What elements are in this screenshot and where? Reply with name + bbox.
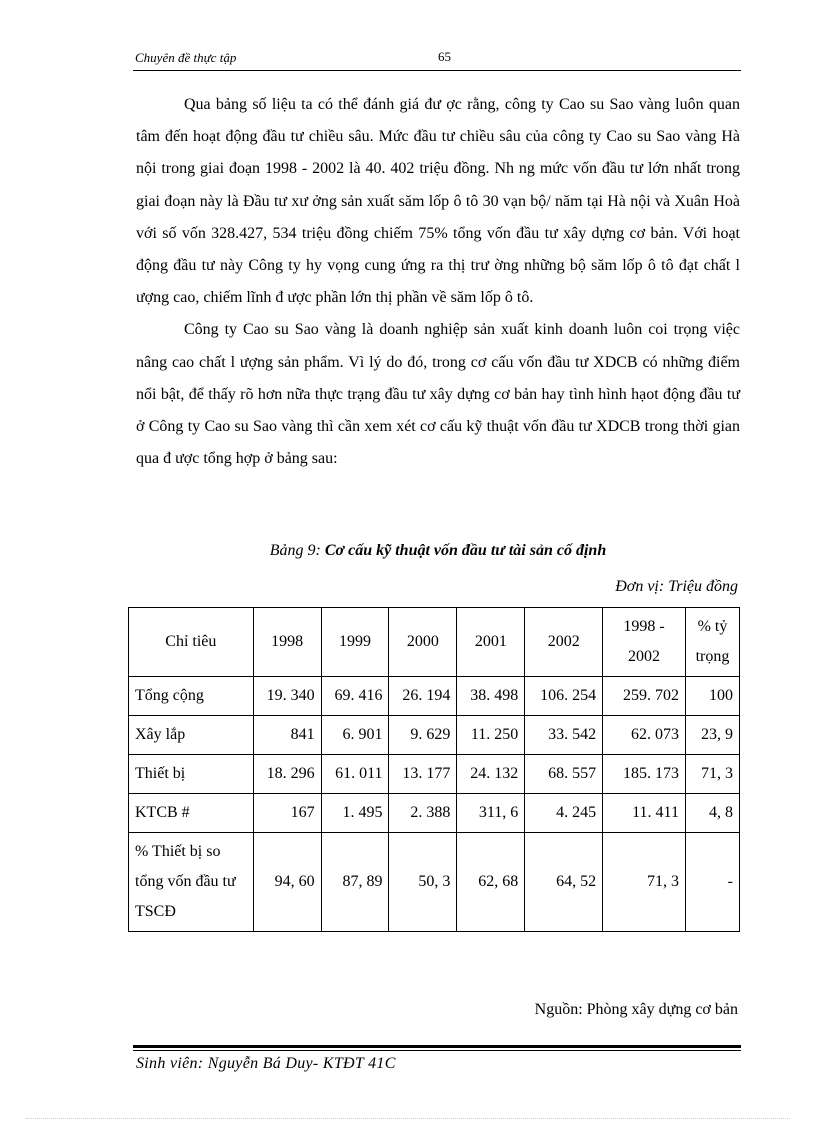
header-rule [133,70,741,71]
table-row [129,716,740,755]
table-cell: 6. 901 [321,716,389,755]
paragraph-2: Công ty Cao su Sao vàng là doanh nghiệp sản xuất kinh doanh luôn coi trọng việc nâng cao chất l ượng sản phẩm. Vì lý do đó, trong cơ cấu vốn đầu tư XDCB có những điểm nổi bật, để thấy rõ hơn nữa thực trạng đầu tư xây dựng cơ bản hay tình hình hạot động đầu tư ở Công ty Cao su Sao vàng thì cần xem xét cơ cấu kỹ thuật vốn đầu tư XDCB trong thời gian qua đ ược tổng hợp ở bảng sau: [136,321,740,468]
table-cell: 11. 250 [457,716,525,755]
table-source: Nguồn: Phòng xây dựng cơ bản [534,1001,738,1018]
table-caption-prefix: Bảng 9: [269,542,321,559]
row-label: KTCB # [129,794,254,833]
page-bottom-border [26,1118,790,1119]
column-header: 2000 [389,608,457,677]
table-cell: 9. 629 [389,716,457,755]
table-cell: 23, 9 [685,716,739,755]
table-cell: 11. 411 [603,794,686,833]
column-header: 1999 [321,608,389,677]
table-cell: 62, 68 [457,833,525,932]
table-cell: 19. 340 [253,677,321,716]
column-header: 1998 [253,608,321,677]
column-header: Chỉ tiêu [129,608,254,677]
table-cell: 106. 254 [525,677,603,716]
column-header: 2001 [457,608,525,677]
row-label: Thiết bị [129,755,254,794]
row-label: Tổng cộng [129,677,254,716]
column-header: % tỷ trọng [685,608,739,677]
table-cell: 4, 8 [685,794,739,833]
table-cell: 61. 011 [321,755,389,794]
table-caption-title: Cơ cấu kỹ thuật vốn đầu tư tài sản cố định [324,542,607,559]
table-cell: 94, 60 [253,833,321,932]
page-number: 65 [438,49,451,64]
table-cell: 87, 89 [321,833,389,932]
table-cell: 1. 495 [321,794,389,833]
table-cell: 69. 416 [321,677,389,716]
column-header: 1998 - 2002 [603,608,686,677]
table-cell: 167 [253,794,321,833]
table-cell: 71, 3 [685,755,739,794]
table-cell: 18. 296 [253,755,321,794]
table-row [129,794,740,833]
table-cell: 311, 6 [457,794,525,833]
table-header-row [129,608,740,677]
header-title: Chuyên đề thực tập [135,50,237,65]
column-header: 2002 [525,608,603,677]
page-header [133,47,741,69]
table-cell: 13. 177 [389,755,457,794]
footer-text: Sinh viên: Nguyễn Bá Duy- KTĐT 41C [136,1055,396,1072]
table-cell: 71, 3 [603,833,686,932]
table-cell: 24. 132 [457,755,525,794]
body-text [136,89,740,475]
table-cell: 259. 702 [603,677,686,716]
table-cell: 33. 542 [525,716,603,755]
data-table [128,607,740,932]
table-cell: 62. 073 [603,716,686,755]
table-cell: 26. 194 [389,677,457,716]
paragraph-1: Qua bảng số liệu ta có thể đánh giá đư ợc rằng, công ty Cao su Sao vàng luôn quan tâm đến hoạt động đầu tư chiều sâu. Mức đầu tư chiều sâu của công ty Cao su Sao vàng Hà nội trong giai đoạn 1998 - 2002 là 40. 402 triệu đồng. Nh ng mức vốn đầu tư lớn nhất trong giai đoạn này là Đầu tư xư ởng sản xuất săm lốp ô tô 30 vạn bộ/ năm tại Hà nội và Xuân Hoà với số vốn 328.427, 534 triệu đồng chiếm 75% tổng vốn đầu tư xây dựng cơ bản. Với hoạt động đầu tư này Công ty hy vọng cung ứng ra thị trư ờng những bộ săm lốp ô tô đạt chất l ượng cao, chiếm lĩnh đ ược phần lớn thị phần về săm lốp ô tô. [136,96,740,307]
table-cell: - [685,833,739,932]
table-cell: 2. 388 [389,794,457,833]
table-cell: 68. 557 [525,755,603,794]
table-row [129,677,740,716]
table-row [129,755,740,794]
table-cell: 185. 173 [603,755,686,794]
row-label: Xây lắp [129,716,254,755]
table-cell: 50, 3 [389,833,457,932]
table-cell: 64, 52 [525,833,603,932]
table-cell: 38. 498 [457,677,525,716]
table-cell: 4. 245 [525,794,603,833]
table-row [129,833,740,932]
table-caption [136,542,740,560]
table-cell: 841 [253,716,321,755]
table-unit: Đơn vị: Triệu đồng [615,578,738,595]
table-cell: 100 [685,677,739,716]
footer-rule-thin [133,1050,741,1051]
row-label: % Thiết bị so tổng vốn đầu tư TSCĐ [129,833,254,932]
footer-rule-thick [133,1045,741,1048]
